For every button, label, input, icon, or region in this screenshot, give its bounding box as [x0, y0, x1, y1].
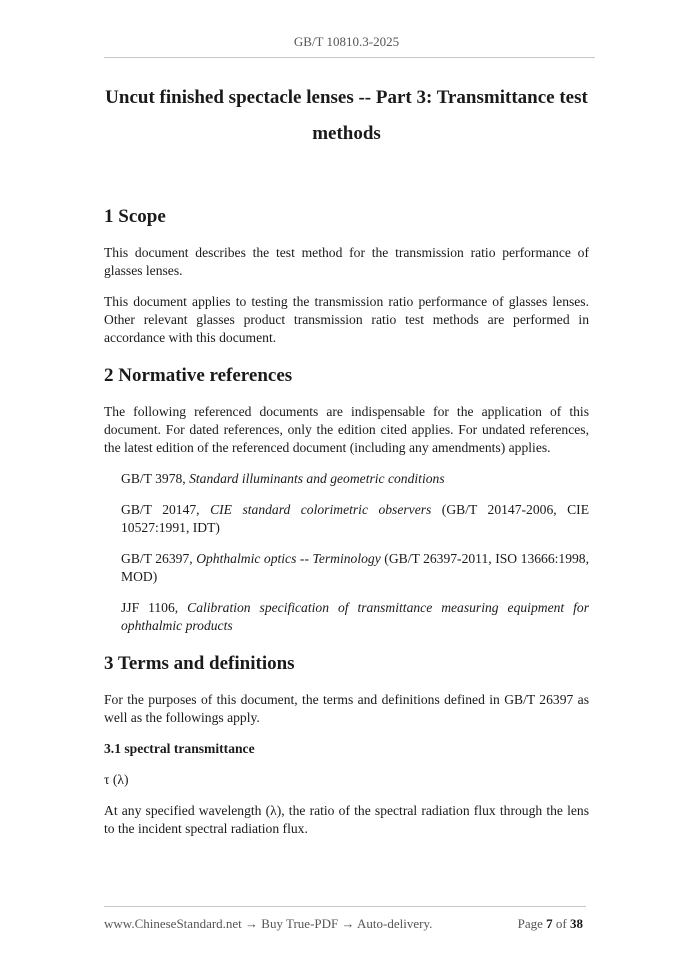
footer-site-link[interactable]: www.ChineseStandard.net → Buy True-PDF → Auto-delivery.: [104, 916, 433, 931]
term-heading: 3.1 spectral transmittance: [104, 741, 255, 756]
page-total: 38: [570, 916, 583, 931]
running-header: GB/T 10810.3-2025: [293, 34, 400, 49]
terms-intro: For the purposes of this document, the terms and definitions defined in GB/T 26397 as well as the followings apply.: [104, 692, 589, 725]
section-heading-scope: 1 Scope: [104, 206, 166, 227]
reference-code: GB/T 20147,: [121, 502, 211, 517]
reference-code: GB/T 3978,: [121, 471, 190, 486]
term-symbol: τ (λ): [104, 772, 129, 787]
reference-item: [121, 470, 589, 488]
page-indicator: [518, 916, 583, 932]
reference-note: (GB/T 20147-2006, CIE 10527:1991, IDT): [121, 502, 590, 535]
of-label: of: [555, 916, 567, 931]
title-line-2: methods: [312, 123, 381, 144]
reference-title: Ophthalmic optics -- Terminology: [196, 551, 381, 566]
term-definition: At any specified wavelength (λ), the ratio of the spectral radiation flux through the lens to the incident spectral radiation flux.: [104, 803, 589, 836]
header-divider: [104, 57, 595, 58]
reference-title: Standard illuminants and geometric conditions: [189, 471, 445, 486]
page-label: Page: [517, 916, 543, 931]
normative-intro: The following referenced documents are indispensable for the application of this document. For dated references, only the edition cited applies. For undated references, the latest edition of the referenced document (including any amendments) applies.: [104, 404, 589, 455]
document-title: [104, 80, 589, 152]
page-current: 7: [546, 916, 553, 931]
section-heading-terms-and-definitions: 3 Terms and definitions: [104, 653, 295, 674]
reference-code: GB/T 26397,: [121, 551, 197, 566]
reference-item: [121, 501, 589, 537]
reference-code: JJF 1106,: [121, 600, 188, 615]
reference-note: (GB/T 26397-2011, ISO 13666:1998, MOD): [121, 551, 589, 584]
scope-paragraph-1: This document describes the test method for the transmission ratio performance of glasses lenses.: [104, 245, 589, 278]
reference-item: [121, 599, 589, 635]
reference-title: Calibration specification of transmittance measuring equipment for ophthalmic products: [121, 600, 589, 633]
reference-item: [121, 550, 589, 586]
scope-paragraph-2: This document applies to testing the transmission ratio performance of glasses lenses. Other relevant glasses product transmission ratio test methods are performed in accordance with this document.: [104, 294, 589, 345]
reference-title: CIE standard colorimetric observers: [210, 502, 432, 517]
title-line-1: Uncut finished spectacle lenses -- Part 3: Transmittance test: [105, 87, 588, 108]
section-heading-normative-references: 2 Normative references: [104, 365, 293, 386]
footer-divider: [104, 906, 586, 907]
document-body: [104, 80, 589, 851]
